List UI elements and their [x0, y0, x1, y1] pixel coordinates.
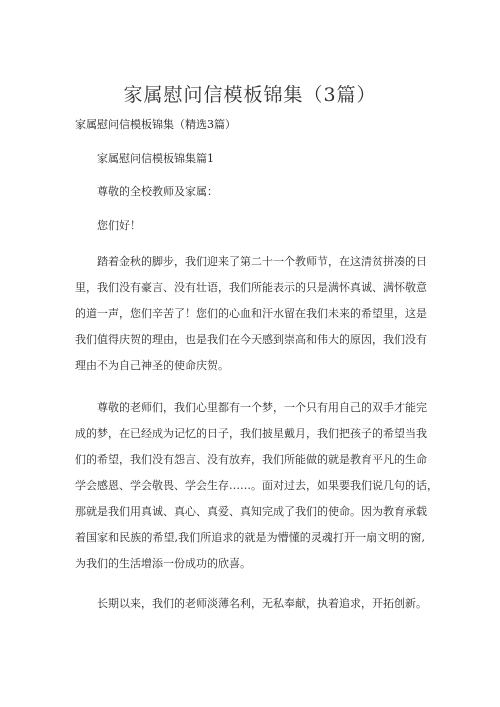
- paragraph2-line: 们的希望，我们没有怨言、没有放弃，我们所能做的就是教育平凡的生命: [75, 453, 427, 466]
- paragraph2-line: 为我们的生活增添一份成功的欣喜。: [75, 557, 251, 570]
- salutation: 尊敬的全校教师及家属：: [97, 185, 218, 198]
- greeting: 您们好！: [97, 219, 141, 232]
- paragraph1-line: 踏着金秋的脚步，我们迎来了第二十一个教师节，在这清贫拼凑的日: [97, 255, 427, 268]
- section-heading: 家属慰问信模板锦集篇1: [97, 152, 214, 165]
- document-title: 家属慰问信模板锦集（3篇）: [123, 84, 377, 106]
- paragraph1-line: 我们值得庆贺的理由，也是我们在今天感到崇高和伟大的原因，我们没有: [75, 333, 427, 346]
- paragraph1-line: 理由不为自己神圣的使命庆贺。: [75, 359, 229, 372]
- paragraph2-line: 着国家和民族的希望,我们所追求的就是为懵懂的灵魂打开一扇文明的窗,: [75, 531, 425, 544]
- paragraph3-line: 长期以来，我们的老师淡薄名利，无私奉献，执着追求，开拓创新。: [97, 597, 427, 610]
- paragraph2-line: 尊敬的老师们，我们心里都有一个梦，一个只有用自己的双手才能完: [97, 401, 427, 414]
- paragraph2-line: 成的梦，在已经成为记忆的日子，我们披星戴月，我们把孩子的希望当我: [75, 427, 427, 440]
- paragraph2-line: 那就是我们用真诚、真心、真爱、真知完成了我们的使命。因为教育承载: [75, 505, 427, 518]
- paragraph1-line: 里，我们没有豪言、没有壮语，我们所能表示的只是满怀真诚、满怀敬意: [75, 281, 427, 294]
- paragraph1-line: 的道一声，您们辛苦了！您们的心血和汗水留在我们未来的希望里，这是: [75, 307, 427, 320]
- document-subtitle: 家属慰问信模板锦集（精选3篇）: [75, 118, 236, 131]
- paragraph2-line: 学会感恩、学会敬畏、学会生存……。面对过去，如果要我们说几句的话，: [75, 479, 438, 492]
